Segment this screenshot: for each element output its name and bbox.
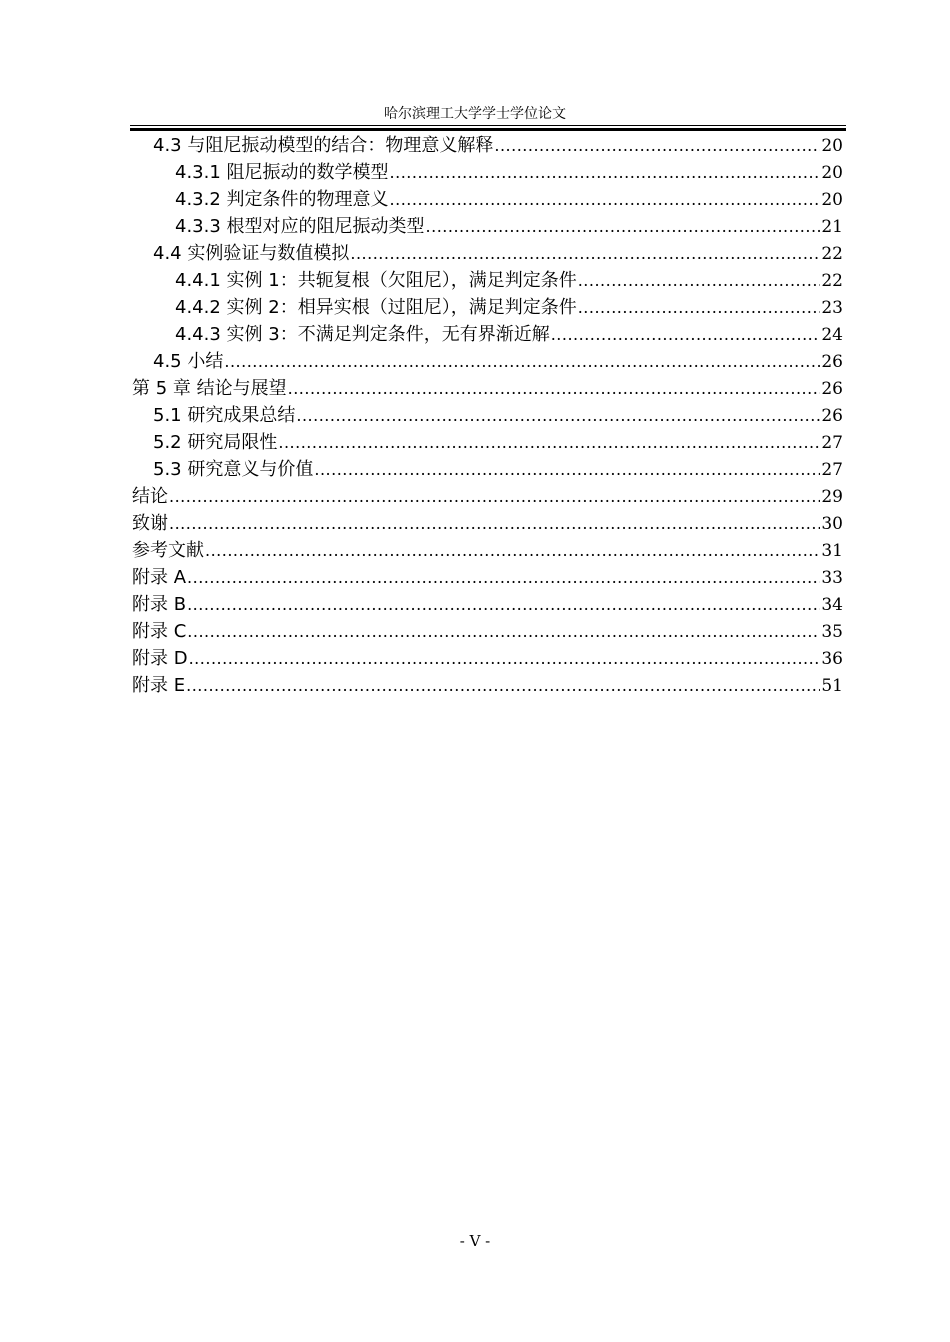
toc-entry[interactable]	[132, 294, 843, 321]
toc-entry-page: 26	[821, 352, 843, 372]
toc-entry-page: 31	[821, 541, 843, 561]
toc-entry-page: 27	[821, 460, 843, 480]
toc-entry-label: 5.2 研究局限性	[153, 432, 278, 453]
toc-entry-page: 21	[821, 217, 843, 237]
toc-dot-leader	[551, 321, 821, 348]
toc-entry-label: 4.5 小结	[153, 351, 224, 372]
toc-entry-page: 29	[821, 487, 843, 507]
toc-entry-page: 26	[821, 379, 843, 399]
toc-entry[interactable]	[132, 429, 843, 456]
header-rule-thin	[130, 125, 846, 126]
toc-entry-label: 5.3 研究意义与价值	[153, 459, 314, 480]
toc-entry-label: 附录 C	[132, 621, 187, 642]
toc-dot-leader	[390, 186, 821, 213]
toc-entry[interactable]	[132, 348, 843, 375]
toc-entry[interactable]	[132, 564, 843, 591]
toc-dot-leader	[426, 213, 821, 240]
toc-dot-leader	[578, 267, 821, 294]
page-number: - V -	[459, 1232, 491, 1250]
toc-entry-label: 5.1 研究成果总结	[153, 405, 296, 426]
toc-entry[interactable]	[132, 510, 843, 537]
toc-entry[interactable]	[132, 645, 843, 672]
toc-dot-leader	[278, 429, 820, 456]
toc-entry[interactable]	[132, 240, 843, 267]
toc-entry-page: 34	[821, 595, 843, 615]
toc-dot-leader	[224, 348, 820, 375]
toc-dot-leader	[187, 618, 820, 645]
toc-dot-leader	[296, 402, 820, 429]
toc-entry[interactable]	[132, 159, 843, 186]
toc-entry-label: 结论	[132, 486, 168, 507]
toc-dot-leader	[288, 375, 821, 402]
toc-dot-leader	[189, 645, 821, 672]
toc-dot-leader	[350, 240, 820, 267]
toc-entry-page: 26	[821, 406, 843, 426]
toc-entry-page: 51	[821, 676, 843, 696]
toc-entry[interactable]	[132, 591, 843, 618]
toc-entry-label: 附录 A	[132, 567, 187, 588]
header-rule-thick	[130, 128, 846, 131]
table-of-contents	[132, 132, 843, 699]
toc-entry-page: 20	[821, 136, 843, 156]
toc-entry[interactable]	[132, 618, 843, 645]
toc-entry-label: 4.3.3 根型对应的阻尼振动类型	[175, 216, 425, 237]
running-header: 哈尔滨理工大学学士学位论文	[384, 106, 566, 122]
toc-entry-page: 35	[821, 622, 843, 642]
toc-entry[interactable]	[132, 537, 843, 564]
toc-entry-page: 30	[821, 514, 843, 534]
toc-entry[interactable]	[132, 402, 843, 429]
toc-entry-page: 36	[821, 649, 843, 669]
toc-entry-label: 4.4.2 实例 2：相异实根（过阻尼），满足判定条件	[175, 297, 577, 318]
toc-entry-label: 4.4.1 实例 1：共轭复根（欠阻尼），满足判定条件	[175, 270, 577, 291]
toc-dot-leader	[187, 564, 820, 591]
toc-entry-page: 23	[821, 298, 843, 318]
toc-dot-leader	[169, 510, 820, 537]
toc-entry[interactable]	[132, 213, 843, 240]
toc-entry-label: 附录 E	[132, 675, 186, 696]
toc-entry-label: 附录 D	[132, 648, 188, 669]
toc-dot-leader	[494, 132, 820, 159]
toc-entry-label: 4.3 与阻尼振动模型的结合：物理意义解释	[153, 135, 494, 156]
toc-entry-page: 27	[821, 433, 843, 453]
toc-entry-label: 4.4.3 实例 3：不满足判定条件，无有界渐近解	[175, 324, 550, 345]
toc-entry[interactable]	[132, 483, 843, 510]
toc-entry-page: 33	[821, 568, 843, 588]
toc-entry[interactable]	[132, 456, 843, 483]
toc-entry[interactable]	[132, 132, 843, 159]
toc-entry-label: 参考文献	[132, 540, 204, 561]
toc-entry[interactable]	[132, 321, 843, 348]
toc-entry-label: 4.3.2 判定条件的物理意义	[175, 189, 389, 210]
toc-entry-label: 附录 B	[132, 594, 187, 615]
toc-entry-page: 20	[821, 163, 843, 183]
toc-entry[interactable]	[132, 267, 843, 294]
toc-dot-leader	[390, 159, 821, 186]
toc-entry[interactable]	[132, 672, 843, 699]
toc-entry-label: 4.3.1 阻尼振动的数学模型	[175, 162, 389, 183]
toc-dot-leader	[578, 294, 821, 321]
toc-dot-leader	[187, 591, 820, 618]
toc-entry-label: 致谢	[132, 513, 168, 534]
toc-dot-leader	[205, 537, 820, 564]
toc-entry-label: 第 5 章 结论与展望	[132, 378, 287, 399]
toc-dot-leader	[314, 456, 820, 483]
toc-entry-page: 20	[821, 190, 843, 210]
toc-entry[interactable]	[132, 375, 843, 402]
toc-dot-leader	[186, 672, 820, 699]
toc-entry-page: 22	[821, 271, 843, 291]
toc-entry-label: 4.4 实例验证与数值模拟	[153, 243, 350, 264]
toc-entry-page: 22	[821, 244, 843, 264]
toc-entry-page: 24	[821, 325, 843, 345]
toc-dot-leader	[169, 483, 820, 510]
toc-entry[interactable]	[132, 186, 843, 213]
